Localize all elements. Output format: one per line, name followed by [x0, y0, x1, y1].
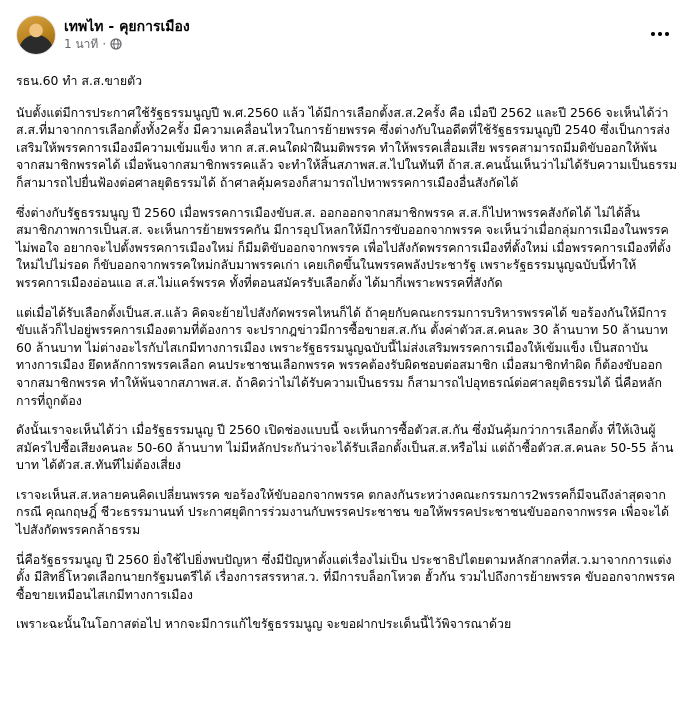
author-avatar[interactable]: [16, 15, 56, 55]
globe-icon: [110, 38, 122, 50]
post-header: [16, 14, 678, 56]
separator-dot: ·: [102, 37, 107, 51]
post-paragraph-7: เพราะฉะนั้นในโอกาสต่อไป หากจะมีการแก้ไขรัฐธรรมนูญ จะขอฝากประเด็นนี้ไว้พิจารณาด้วย: [16, 616, 512, 632]
more-options-button[interactable]: [644, 22, 676, 46]
post-meta: [64, 18, 190, 52]
post-paragraph-2: ซึ่งต่างกับรัฐธรรมนูญ ปี 2560 เมื่อพรรคการเมืองขับส.ส. ออกออกจากสมาชิกพรรค ส.ส.ก็ไปหาพรรคสังกัดได้ ไม่ได้สิ้นสมาชิกภาพการเป็นส.ส. จะเห็นการย้ายพรรคกัน มีการอุปโหลกให้มีการขับออกจากพรรค จะเห็นว่าเมื่อกลุ่มการเมืองในพรรคไม่พอใจ อยากจะไปตั้งพรรคการเมืองใหม่ ก็มีมติขับออกจากพรรค เพื่อไปสังกัดพรรคการเมืองที่ตั้งใหม่ เมื่อพรรคการเมืองที่ตั้งใหม่ไปไม่รอด ก็ขับออกจากพรรคใหม่กลับมาพรรคเก่า เคยเกิดขึ้นในพรรคพลังประชารัฐ เพราะรัฐธรรมนูญฉบับนี้ทำให้พรรคการเมืองอ่อนแอ ส.ส.ไม่แคร์พรรค ทั้งที่ตอนสมัครรับเลือกตั้ง ได้มากี่เพราะพรรคที่สังกัด: [16, 204, 672, 290]
post-paragraph-1: นับตั้งแต่มีการประกาศใช้รัฐธรรมนูญปี พ.ศ.2560 แล้ว ได้มีการเลือกตั้งส.ส.2ครั้ง คือ เมื่อปี 2562 และปี 2566 จะเห็นได้ว่าส.ส.ที่มาจากการเลือกตั้งทั้ง2ครั้ง มีความเคลื่อนไหวในการย้ายพรรค ซึ่งต่างกับในอดีตที่ใช้รัฐธรรมนูญปี 2540 ซึ่งเป็นการส่งเสริมให้พรรคการเมืองมีความเข้มแข็ง หาก ส.ส.คนใดฝ่าฝืนมติพรรค ทำให้พรรคเสื่อมเสีย พรรคสามารถมีมติขับออกให้พ้นจากสมาชิกพรรคได้ เมื่อพ้นจากสมาชิกพรรคแล้ว จะทำให้สิ้นสภาพส.ส.ไปในทันที ถ้าส.ส.คนนั้นเห็นว่าไม่ได้รับความเป็นธรรม ก็สามารถไปยื่นฟ้องต่อศาลยุติธรรมได้ ถ้าศาลคุ้มครองก็สามารถไปหาพรรคการเมืองอื่นสังกัดได้: [16, 104, 677, 190]
post-content: [16, 72, 678, 633]
post-paragraph-6: นี่คือรัฐธรรมนูญ ปี 2560 ยิ่งใช้ไปยิ่งพบปัญหา ซึ่งมีปัญหาตั้งแต่เรื่องไม่เป็น ประชาธิปไตยตามหลักสากลที่ส.ว.มาจากการแต่งตั้ง มีสิทธิ์โหวตเลือกนายกรัฐมนตรีได้ เรื่องการสรรหาส.ว. ที่มีการบล็อกโหวต ฮั้วกัน รวมไปถึงการย้ายพรรค ขับออกจากพรรค ซื้อขายเหมือนไสเกมีทางการเมือง: [16, 551, 676, 602]
post-paragraph-4: ดังนั้นเราจะเห็นได้ว่า เมื่อรัฐธรรมนูญ ปี 2560 เปิดช่องแบบนี้ จะเห็นการซื้อตัวส.ส.กัน ซึ่งมันคุ้มกว่าการเลือกตั้ง ที่ให้เงินผู้สมัครไปซื้อเสียงคนละ 50-60 ล้านบาท ไม่มีหลักประกันว่าจะได้รับเลือกตั้งเป็นส.ส.หรือไม่ แต่ถ้าซื้อตัวส.ส.คนละ 50-55 ล้านบาท ได้ตัวส.ส.ทันทีไม่ต้องเสี่ยง: [16, 422, 674, 473]
author-name[interactable]: เทพไท - คุยการเมือง: [64, 19, 190, 35]
more-horizontal-icon: [651, 32, 669, 36]
post-paragraph-3: แต่เมื่อได้รับเลือกตั้งเป็นส.ส.แล้ว คิดจะย้ายไปสังกัดพรรคไหนก็ได้ ถ้าคุยกับคณะกรรมการบริหารพรรคได้ ขอร้องกันให้มีการขับแล้วก็ไปอยู่พรรคการเมืองตามที่ต้องการ จะปรากฎข่าวมีการซื้อขายส.ส.กัน ตั้งค่าตัวส.ส.คนละ 30 ล้านบาท 50 ล้านบาท 60 ล้านบาท ไม่ต่างอะไรกับไสเกมีทางการเมือง เพราะรัฐธรรมนูญฉบับนี้ไม่ส่งเสริมพรรคการเมืองให้เข้มแข็ง เป็นสถาบันทางการเมือง ยึดหลักการพรรคเลือก คนประชาชนเลือกพรรค พรรคต้องรับผิดชอบต่อสมาชิก เมื่อสมาชิกทำผิด ก็ต้องขับออกจากสมาชิกพรรค ทำให้พ้นจากสภาพส.ส. ถ้าคิดว่าไม่ได้รับความเป็นธรรม ก็สามารถไปอุทธรณ์ต่อศาลยุติธรรมได้ นี่คือหลักการที่ถูกต้อง: [16, 304, 668, 408]
post-paragraph-5: เราจะเห็นส.ส.หลายคนคิดเปลี่ยนพรรค ขอร้องให้ขับออกจากพรรค ตกลงกันระหว่างคณะกรรมการ2พรรคก็มีจนถึงล่าสุดจากกรณี คุณกฤษฎิ์ ชีวะธรรมานนท์ ประกาศยุติการร่วมงานกับพรรคประชาชน ขอให้พรรคประชาชนขับออกจากพรรค เพื่อจะได้ไปสังกัดพรรคกล้าธรรม: [16, 486, 670, 538]
post-headline: รธน.60 ทำ ส.ส.ขายตัว: [16, 73, 143, 88]
post-time-row: [64, 36, 190, 52]
post-timestamp[interactable]: 1 นาที: [64, 37, 99, 51]
